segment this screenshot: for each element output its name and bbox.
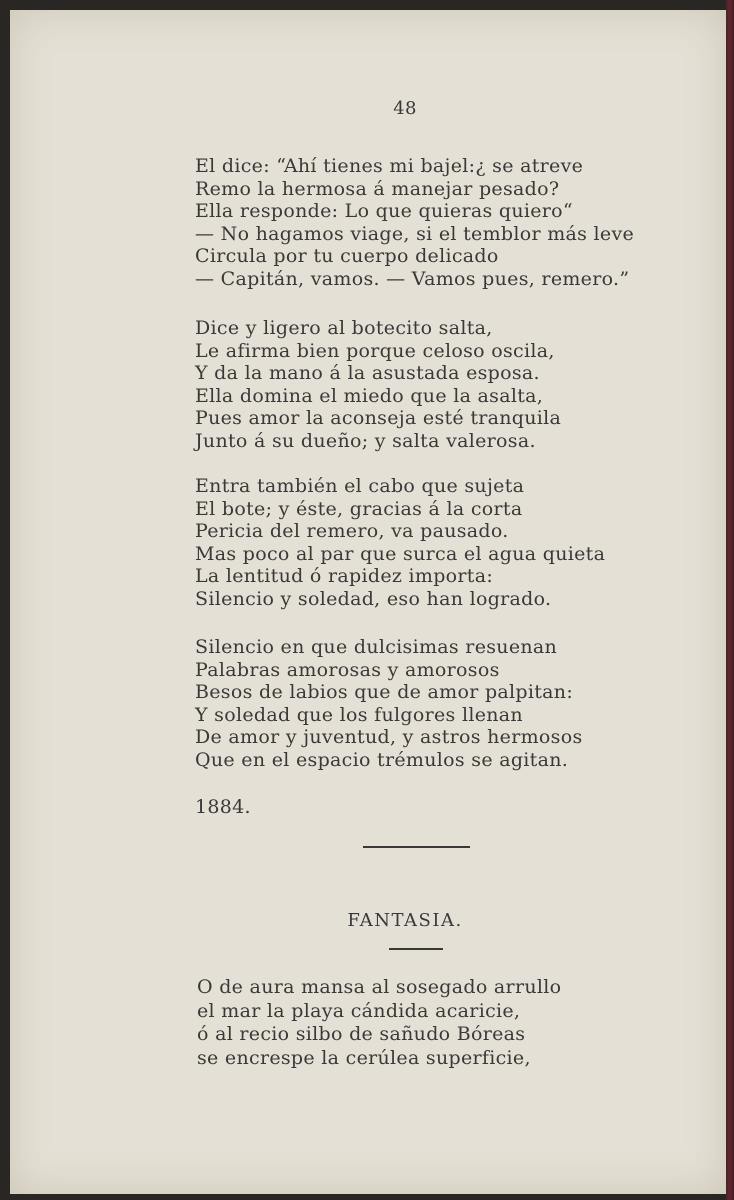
verse-line: Besos de labios que de amor palpitan: bbox=[195, 681, 574, 704]
verse-line: Entra también el cabo que sujeta bbox=[195, 475, 525, 497]
verse-line: Y da la mano á la asustada esposa. bbox=[195, 362, 540, 385]
verse-line: Dice y ligero al botecito salta, bbox=[195, 317, 493, 339]
verse-line: El dice: “Ahí tienes mi bajel:¿ se atreve bbox=[195, 155, 584, 177]
verse-line: — Capitán, vamos. — Vamos pues, remero.” bbox=[195, 267, 630, 290]
verse-line: Ella domina el miedo que la asalta, bbox=[195, 384, 544, 407]
verse-line: Junto á su dueño; y salta valerosa. bbox=[195, 429, 536, 452]
verse-line: Pericia del remero, va pausado. bbox=[195, 520, 509, 543]
verse-line: — No hagamos viage, si el temblor más leve bbox=[195, 222, 635, 245]
stanza-1 bbox=[195, 155, 634, 291]
verse-line: Y soledad que los fulgores llenan bbox=[195, 703, 523, 726]
section-title: FANTASIA. bbox=[347, 910, 463, 931]
verse-line: Remo la hermosa á manejar pesado? bbox=[195, 177, 560, 200]
section-divider bbox=[363, 846, 470, 848]
verse-line: Palabras amorosas y amorosos bbox=[195, 658, 500, 681]
verse-line: De amor y juventud, y astros hermosos bbox=[195, 726, 583, 749]
stanza-2 bbox=[195, 317, 561, 453]
verse-line: Que en el espacio trémulos se agitan. bbox=[195, 748, 569, 771]
verse-line: ó al recio silbo de sañudo Bóreas bbox=[197, 1023, 526, 1046]
verse-line: Mas poco al par que surca el agua quieta bbox=[195, 542, 606, 565]
verse-line: El bote; y éste, gracias á la corta bbox=[195, 497, 523, 520]
verse-line: Ella responde: Lo que quieras quiero“ bbox=[195, 200, 573, 223]
verse-line: el mar la playa cándida acaricie, bbox=[197, 999, 521, 1022]
book-page bbox=[10, 10, 726, 1194]
title-underline bbox=[389, 948, 443, 950]
verse-line: Le afirma bien porque celoso oscila, bbox=[195, 339, 555, 362]
verse-line: Circula por tu cuerpo delicado bbox=[195, 245, 499, 268]
verse-line: Pues amor la aconseja esté tranquila bbox=[195, 407, 562, 430]
stanza-3 bbox=[195, 475, 605, 611]
verse-line: se encrespe la cerúlea superficie, bbox=[197, 1046, 531, 1069]
stanza-4 bbox=[195, 636, 583, 772]
page-number: 48 bbox=[393, 98, 417, 119]
verse-line: Silencio y soledad, eso han logrado. bbox=[195, 587, 552, 610]
poem-date: 1884. bbox=[195, 796, 251, 818]
verse-line: La lentitud ó rapidez importa: bbox=[195, 565, 494, 588]
book-binding-edge bbox=[726, 0, 734, 1200]
stanza-5 bbox=[197, 976, 561, 1070]
verse-line: Silencio en que dulcisimas resuenan bbox=[195, 636, 558, 658]
verse-line: O de aura mansa al sosegado arrullo bbox=[197, 976, 562, 998]
